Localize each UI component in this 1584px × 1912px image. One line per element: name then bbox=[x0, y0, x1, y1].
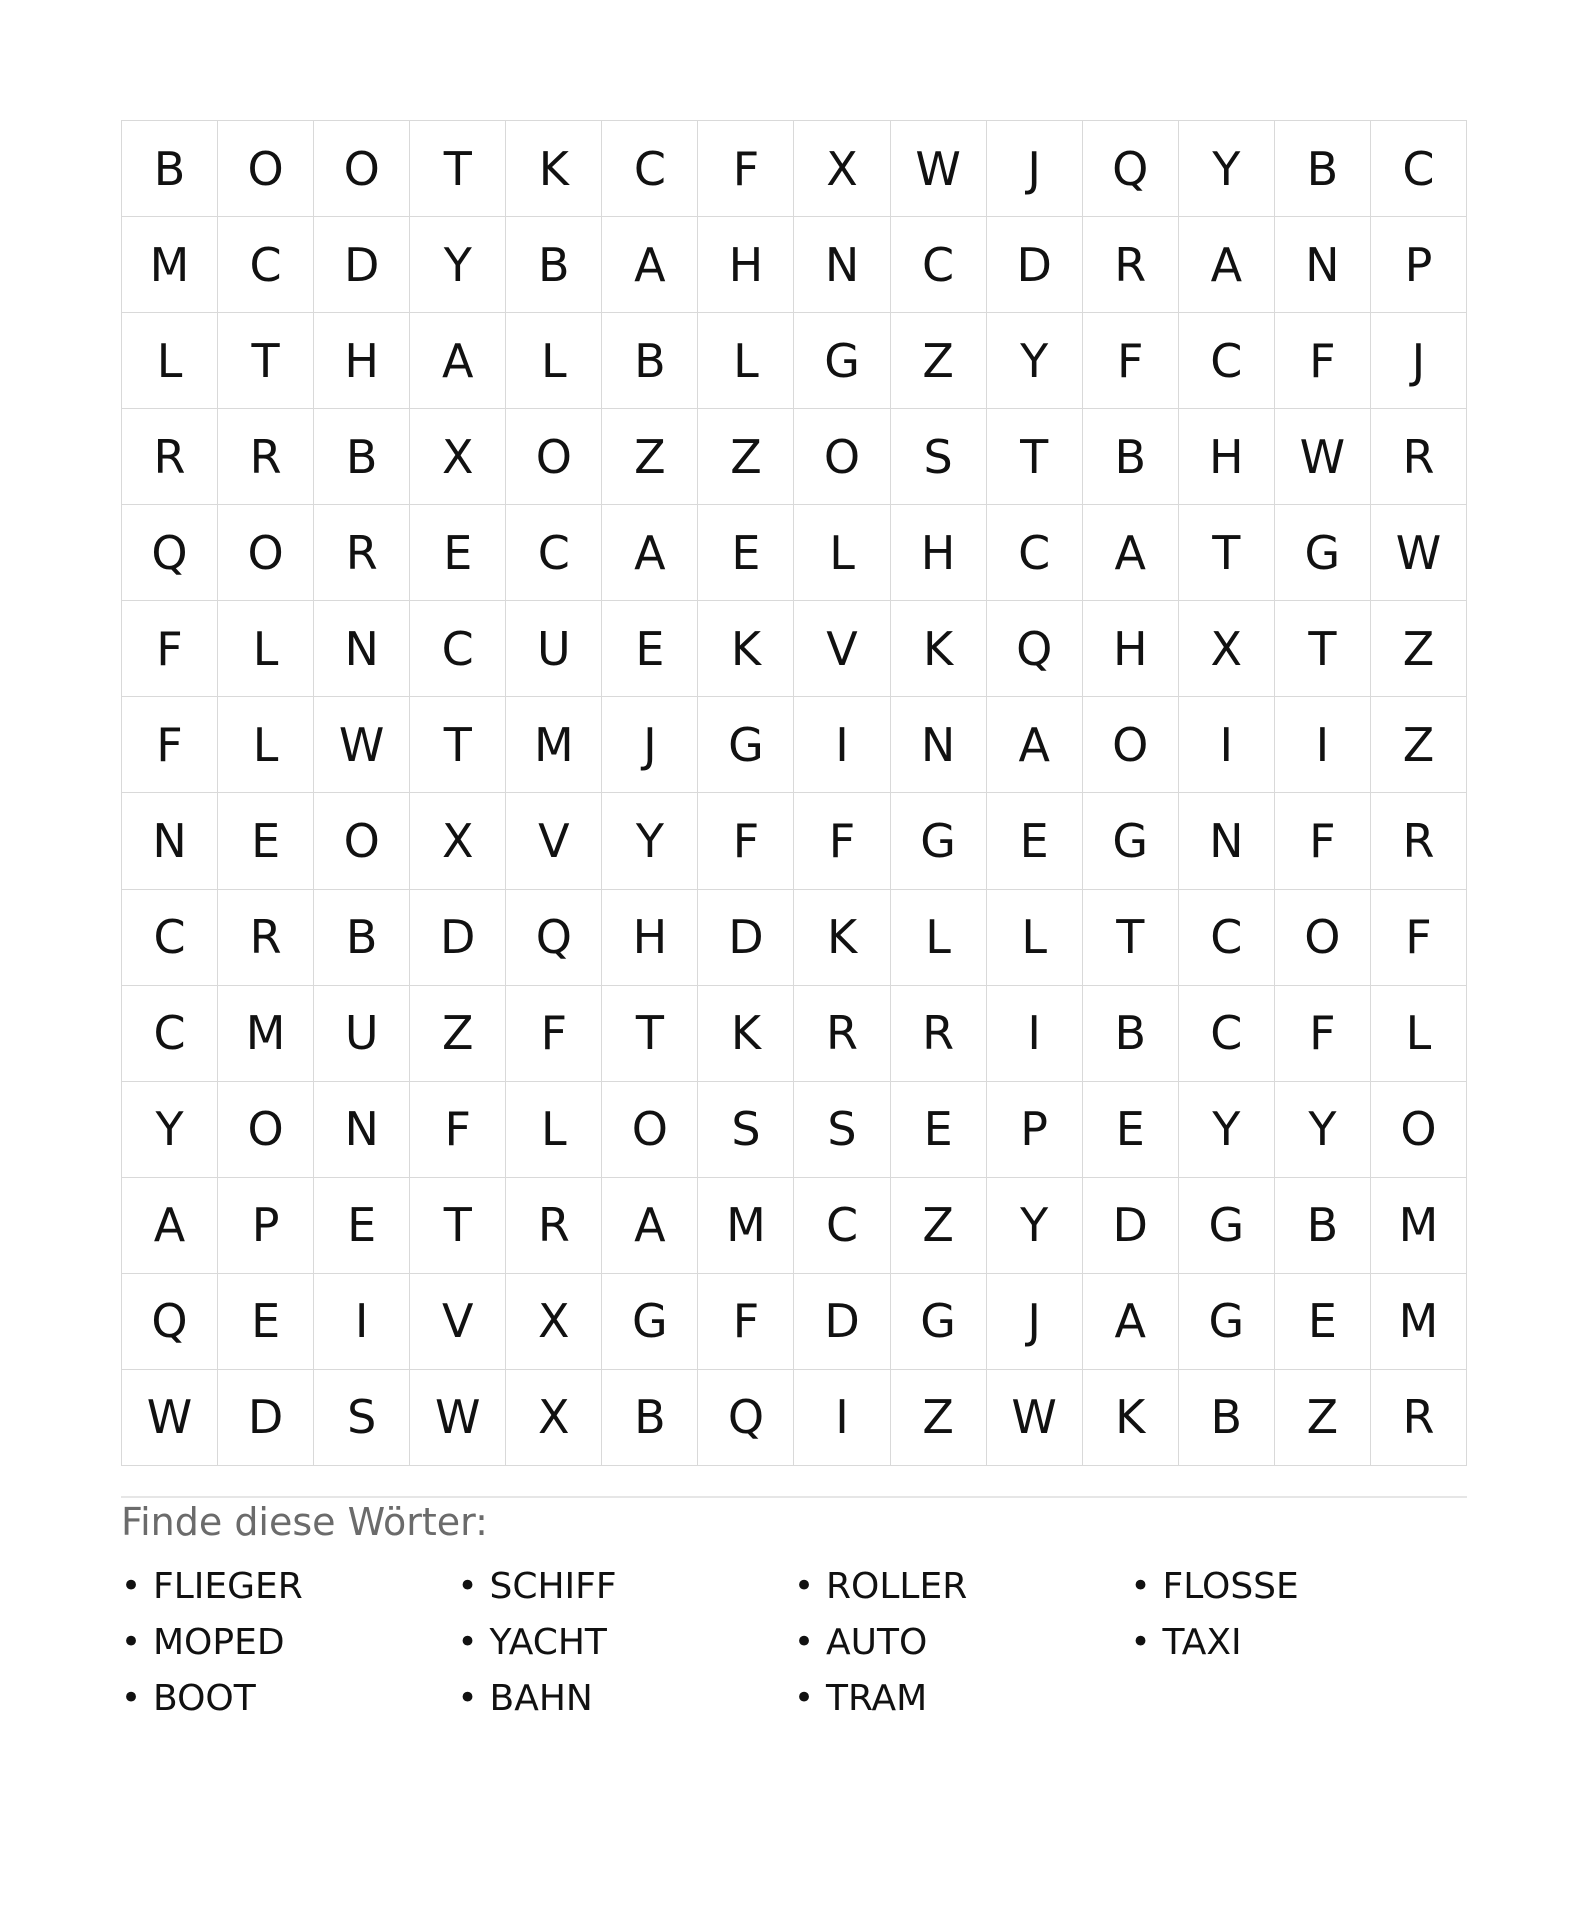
divider bbox=[121, 1496, 1467, 1498]
grid-cell[interactable]: C bbox=[122, 986, 218, 1082]
word-label: BOOT bbox=[153, 1677, 256, 1719]
grid-cell[interactable]: Q bbox=[122, 1274, 218, 1370]
grid-cell[interactable]: F bbox=[1275, 313, 1371, 409]
grid-cell[interactable]: R bbox=[122, 409, 218, 505]
word-list-item bbox=[458, 1670, 795, 1726]
bullet-icon: • bbox=[457, 1622, 478, 1662]
grid-cell[interactable]: F bbox=[698, 121, 794, 217]
grid-cell[interactable]: G bbox=[698, 697, 794, 793]
grid-cell[interactable]: O bbox=[1371, 1082, 1467, 1178]
grid-cell[interactable]: D bbox=[698, 890, 794, 986]
grid-cell[interactable]: P bbox=[987, 1082, 1083, 1178]
word-list-item bbox=[794, 1558, 1131, 1614]
grid-cell[interactable]: R bbox=[1371, 1370, 1467, 1466]
word-list-item bbox=[121, 1670, 458, 1726]
grid-cell[interactable]: J bbox=[602, 697, 698, 793]
grid-cell[interactable]: C bbox=[794, 1178, 890, 1274]
grid-cell[interactable]: D bbox=[314, 217, 410, 313]
bullet-icon: • bbox=[1130, 1622, 1151, 1662]
grid-cell[interactable]: M bbox=[506, 697, 602, 793]
grid-cell[interactable]: T bbox=[410, 121, 506, 217]
grid-cell[interactable]: N bbox=[1275, 217, 1371, 313]
word-list-item bbox=[794, 1614, 1131, 1670]
grid-cell[interactable]: M bbox=[1371, 1178, 1467, 1274]
grid-cell[interactable]: E bbox=[410, 505, 506, 601]
grid-cell[interactable]: A bbox=[602, 505, 698, 601]
grid-cell[interactable]: N bbox=[314, 601, 410, 697]
word-list-heading: Finde diese Wörter: bbox=[121, 1500, 488, 1544]
grid-cell[interactable]: J bbox=[987, 1274, 1083, 1370]
grid-cell[interactable]: G bbox=[1275, 505, 1371, 601]
grid-cell[interactable]: B bbox=[602, 313, 698, 409]
grid-cell[interactable]: N bbox=[314, 1082, 410, 1178]
grid-cell[interactable]: F bbox=[506, 986, 602, 1082]
grid-cell[interactable]: D bbox=[218, 1370, 314, 1466]
grid-cell[interactable]: S bbox=[698, 1082, 794, 1178]
grid-cell[interactable]: S bbox=[314, 1370, 410, 1466]
grid-cell[interactable]: C bbox=[1371, 121, 1467, 217]
grid-cell[interactable]: Z bbox=[891, 1370, 987, 1466]
grid-cell[interactable]: H bbox=[891, 505, 987, 601]
grid-cell[interactable]: Q bbox=[122, 505, 218, 601]
grid-cell[interactable]: F bbox=[1371, 890, 1467, 986]
grid-cell[interactable]: B bbox=[1179, 1370, 1275, 1466]
grid-cell[interactable]: R bbox=[891, 986, 987, 1082]
grid-cell[interactable]: H bbox=[698, 217, 794, 313]
grid-cell[interactable]: W bbox=[1371, 505, 1467, 601]
grid-cell[interactable]: Y bbox=[1179, 1082, 1275, 1178]
grid-cell[interactable]: D bbox=[1083, 1178, 1179, 1274]
word-label: FLOSSE bbox=[1162, 1565, 1299, 1607]
grid-cell[interactable]: R bbox=[794, 986, 890, 1082]
grid-cell[interactable]: V bbox=[410, 1274, 506, 1370]
grid-cell[interactable]: C bbox=[1179, 313, 1275, 409]
letter-grid bbox=[121, 120, 1467, 1466]
bullet-icon: • bbox=[457, 1566, 478, 1606]
bullet-icon: • bbox=[121, 1622, 142, 1662]
word-label: ROLLER bbox=[826, 1565, 968, 1607]
grid-cell[interactable]: X bbox=[410, 409, 506, 505]
grid-cell[interactable]: A bbox=[1179, 217, 1275, 313]
grid-cell[interactable]: F bbox=[122, 697, 218, 793]
grid-cell[interactable]: B bbox=[506, 217, 602, 313]
grid-cell[interactable]: Y bbox=[987, 313, 1083, 409]
grid-cell[interactable]: B bbox=[602, 1370, 698, 1466]
bullet-icon: • bbox=[121, 1678, 142, 1718]
word-list-item bbox=[794, 1670, 1131, 1726]
grid-cell[interactable]: N bbox=[891, 697, 987, 793]
grid-cell[interactable]: U bbox=[314, 986, 410, 1082]
grid-cell[interactable]: T bbox=[410, 697, 506, 793]
grid-cell[interactable]: P bbox=[218, 1178, 314, 1274]
word-label: FLIEGER bbox=[153, 1565, 303, 1607]
grid-cell[interactable]: D bbox=[794, 1274, 890, 1370]
grid-cell[interactable]: E bbox=[1275, 1274, 1371, 1370]
grid-cell[interactable]: H bbox=[602, 890, 698, 986]
grid-cell[interactable]: Z bbox=[1275, 1370, 1371, 1466]
word-list-item bbox=[1131, 1614, 1468, 1670]
grid-cell[interactable]: G bbox=[1083, 793, 1179, 889]
bullet-icon: • bbox=[457, 1678, 478, 1718]
grid-cell[interactable]: X bbox=[506, 1370, 602, 1466]
grid-cell[interactable]: S bbox=[891, 409, 987, 505]
grid-cell[interactable]: O bbox=[218, 121, 314, 217]
grid-cell[interactable]: C bbox=[218, 217, 314, 313]
grid-cell[interactable]: L bbox=[506, 313, 602, 409]
grid-cell[interactable]: A bbox=[1083, 505, 1179, 601]
grid-cell[interactable]: L bbox=[506, 1082, 602, 1178]
word-label: MOPED bbox=[153, 1621, 285, 1663]
grid-cell[interactable]: I bbox=[1179, 697, 1275, 793]
bullet-icon: • bbox=[794, 1622, 815, 1662]
grid-cell[interactable]: E bbox=[314, 1178, 410, 1274]
grid-cell[interactable]: L bbox=[218, 697, 314, 793]
grid-cell[interactable]: E bbox=[1083, 1082, 1179, 1178]
grid-cell[interactable]: H bbox=[1083, 601, 1179, 697]
grid-cell[interactable]: B bbox=[1083, 986, 1179, 1082]
word-list bbox=[121, 1558, 1467, 1726]
grid-cell[interactable]: C bbox=[1179, 986, 1275, 1082]
grid-cell[interactable]: M bbox=[122, 217, 218, 313]
grid-cell[interactable]: N bbox=[122, 793, 218, 889]
grid-cell[interactable]: Q bbox=[987, 601, 1083, 697]
grid-cell[interactable]: L bbox=[122, 313, 218, 409]
grid-cell[interactable]: Y bbox=[410, 217, 506, 313]
grid-cell[interactable]: O bbox=[1083, 697, 1179, 793]
grid-cell[interactable]: B bbox=[1083, 409, 1179, 505]
grid-cell[interactable]: G bbox=[794, 313, 890, 409]
grid-cell[interactable]: O bbox=[1275, 890, 1371, 986]
grid-cell[interactable]: K bbox=[891, 601, 987, 697]
grid-cell[interactable]: M bbox=[1371, 1274, 1467, 1370]
grid-cell[interactable]: L bbox=[794, 505, 890, 601]
grid-cell[interactable]: X bbox=[410, 793, 506, 889]
grid-cell[interactable]: K bbox=[698, 601, 794, 697]
grid-cell[interactable]: I bbox=[987, 986, 1083, 1082]
grid-cell[interactable]: E bbox=[218, 1274, 314, 1370]
grid-cell[interactable]: E bbox=[218, 793, 314, 889]
grid-cell[interactable]: A bbox=[987, 697, 1083, 793]
grid-cell[interactable]: F bbox=[1275, 793, 1371, 889]
grid-cell[interactable]: F bbox=[794, 793, 890, 889]
grid-cell[interactable]: Y bbox=[987, 1178, 1083, 1274]
word-label: TRAM bbox=[826, 1677, 928, 1719]
grid-cell[interactable]: B bbox=[1275, 1178, 1371, 1274]
grid-cell[interactable]: K bbox=[794, 890, 890, 986]
grid-cell[interactable]: Z bbox=[602, 409, 698, 505]
grid-cell[interactable]: R bbox=[218, 409, 314, 505]
grid-cell[interactable]: Z bbox=[891, 1178, 987, 1274]
word-label: SCHIFF bbox=[489, 1565, 617, 1607]
grid-cell[interactable]: G bbox=[891, 1274, 987, 1370]
word-list-item bbox=[1131, 1558, 1468, 1614]
grid-cell[interactable]: E bbox=[602, 601, 698, 697]
grid-cell[interactable]: G bbox=[602, 1274, 698, 1370]
grid-cell[interactable]: H bbox=[1179, 409, 1275, 505]
grid-cell[interactable]: F bbox=[122, 601, 218, 697]
word-list-item bbox=[121, 1614, 458, 1670]
grid-cell[interactable]: R bbox=[1371, 793, 1467, 889]
grid-cell[interactable]: R bbox=[314, 505, 410, 601]
grid-cell[interactable]: Z bbox=[410, 986, 506, 1082]
word-list-item bbox=[458, 1614, 795, 1670]
grid-cell[interactable]: J bbox=[1371, 313, 1467, 409]
grid-cell[interactable]: X bbox=[506, 1274, 602, 1370]
grid-cell[interactable]: B bbox=[122, 121, 218, 217]
grid-cell[interactable]: C bbox=[122, 890, 218, 986]
word-label: YACHT bbox=[489, 1621, 607, 1663]
grid-cell[interactable]: F bbox=[410, 1082, 506, 1178]
grid-cell[interactable]: L bbox=[218, 601, 314, 697]
grid-cell[interactable]: S bbox=[794, 1082, 890, 1178]
grid-cell[interactable]: G bbox=[891, 793, 987, 889]
grid-cell[interactable]: Y bbox=[1179, 121, 1275, 217]
grid-cell[interactable]: O bbox=[506, 409, 602, 505]
grid-cell[interactable]: F bbox=[698, 1274, 794, 1370]
grid-cell[interactable]: D bbox=[987, 217, 1083, 313]
bullet-icon: • bbox=[794, 1566, 815, 1606]
grid-cell[interactable]: O bbox=[218, 1082, 314, 1178]
grid-cell[interactable]: F bbox=[698, 793, 794, 889]
grid-cell[interactable]: Z bbox=[698, 409, 794, 505]
grid-cell[interactable]: W bbox=[410, 1370, 506, 1466]
grid-cell[interactable]: Z bbox=[1371, 601, 1467, 697]
word-label: AUTO bbox=[826, 1621, 928, 1663]
grid-cell[interactable]: Y bbox=[122, 1082, 218, 1178]
grid-cell[interactable]: O bbox=[218, 505, 314, 601]
grid-cell[interactable]: W bbox=[987, 1370, 1083, 1466]
word-label: TAXI bbox=[1162, 1621, 1242, 1663]
grid-cell[interactable]: O bbox=[314, 121, 410, 217]
grid-cell[interactable]: C bbox=[410, 601, 506, 697]
grid-cell[interactable]: F bbox=[1083, 313, 1179, 409]
grid-cell[interactable]: Z bbox=[1371, 697, 1467, 793]
grid-cell[interactable]: N bbox=[1179, 793, 1275, 889]
grid-cell[interactable]: B bbox=[314, 409, 410, 505]
grid-cell[interactable]: E bbox=[987, 793, 1083, 889]
grid-cell[interactable]: W bbox=[1275, 409, 1371, 505]
grid-cell[interactable]: C bbox=[602, 121, 698, 217]
grid-cell[interactable]: C bbox=[987, 505, 1083, 601]
grid-cell[interactable]: E bbox=[891, 1082, 987, 1178]
grid-cell[interactable]: Q bbox=[506, 890, 602, 986]
grid-cell[interactable]: A bbox=[1083, 1274, 1179, 1370]
grid-cell[interactable]: T bbox=[218, 313, 314, 409]
grid-cell[interactable]: Y bbox=[602, 793, 698, 889]
grid-cell[interactable]: K bbox=[506, 121, 602, 217]
grid-cell[interactable]: O bbox=[314, 793, 410, 889]
grid-cell[interactable]: R bbox=[218, 890, 314, 986]
grid-cell[interactable]: I bbox=[314, 1274, 410, 1370]
grid-cell[interactable]: P bbox=[1371, 217, 1467, 313]
grid-cell[interactable]: T bbox=[602, 986, 698, 1082]
grid-cell[interactable]: C bbox=[891, 217, 987, 313]
grid-cell[interactable]: B bbox=[314, 890, 410, 986]
bullet-icon: • bbox=[1130, 1566, 1151, 1606]
grid-cell[interactable]: G bbox=[1179, 1178, 1275, 1274]
grid-cell[interactable]: O bbox=[794, 409, 890, 505]
bullet-icon: • bbox=[121, 1566, 142, 1606]
grid-cell[interactable]: T bbox=[1083, 890, 1179, 986]
word-label: BAHN bbox=[489, 1677, 593, 1719]
grid-cell[interactable]: W bbox=[891, 121, 987, 217]
grid-cell[interactable]: R bbox=[1083, 217, 1179, 313]
grid-cell[interactable]: W bbox=[314, 697, 410, 793]
grid-cell[interactable]: H bbox=[314, 313, 410, 409]
grid-cell[interactable]: T bbox=[1275, 601, 1371, 697]
grid-cell[interactable]: L bbox=[1371, 986, 1467, 1082]
grid-cell[interactable]: C bbox=[506, 505, 602, 601]
grid-cell[interactable]: A bbox=[410, 313, 506, 409]
grid-cell[interactable]: L bbox=[987, 890, 1083, 986]
grid-cell[interactable]: C bbox=[1179, 890, 1275, 986]
grid-cell[interactable]: E bbox=[698, 505, 794, 601]
grid-cell[interactable]: X bbox=[794, 121, 890, 217]
grid-cell[interactable]: J bbox=[987, 121, 1083, 217]
grid-cell[interactable]: T bbox=[410, 1178, 506, 1274]
grid-cell[interactable]: K bbox=[698, 986, 794, 1082]
grid-cell[interactable]: N bbox=[794, 217, 890, 313]
grid-cell[interactable]: F bbox=[1275, 986, 1371, 1082]
grid-cell[interactable]: G bbox=[1179, 1274, 1275, 1370]
grid-cell[interactable]: B bbox=[1275, 121, 1371, 217]
grid-cell[interactable]: V bbox=[794, 601, 890, 697]
grid-cell[interactable]: M bbox=[698, 1178, 794, 1274]
grid-cell[interactable]: Q bbox=[698, 1370, 794, 1466]
grid-cell[interactable]: M bbox=[218, 986, 314, 1082]
grid-cell[interactable]: L bbox=[891, 890, 987, 986]
grid-cell[interactable]: R bbox=[1371, 409, 1467, 505]
word-list-item bbox=[458, 1558, 795, 1614]
grid-cell[interactable]: I bbox=[794, 1370, 890, 1466]
bullet-icon: • bbox=[794, 1678, 815, 1718]
grid-cell[interactable]: L bbox=[698, 313, 794, 409]
grid-cell[interactable]: Y bbox=[1275, 1082, 1371, 1178]
grid-cell[interactable]: I bbox=[1275, 697, 1371, 793]
grid-cell[interactable]: T bbox=[1179, 505, 1275, 601]
word-list-item bbox=[121, 1558, 458, 1614]
grid-cell[interactable]: A bbox=[602, 1178, 698, 1274]
grid-cell[interactable]: W bbox=[122, 1370, 218, 1466]
grid-cell[interactable]: U bbox=[506, 601, 602, 697]
grid-cell[interactable]: Q bbox=[1083, 121, 1179, 217]
grid-cell[interactable]: V bbox=[506, 793, 602, 889]
grid-cell[interactable]: O bbox=[602, 1082, 698, 1178]
grid-cell[interactable]: D bbox=[410, 890, 506, 986]
grid-cell[interactable]: Z bbox=[891, 313, 987, 409]
grid-cell[interactable]: K bbox=[1083, 1370, 1179, 1466]
grid-cell[interactable]: X bbox=[1179, 601, 1275, 697]
grid-cell[interactable]: T bbox=[987, 409, 1083, 505]
grid-cell[interactable]: I bbox=[794, 697, 890, 793]
grid-cell[interactable]: R bbox=[506, 1178, 602, 1274]
grid-cell[interactable]: A bbox=[602, 217, 698, 313]
grid-cell[interactable]: A bbox=[122, 1178, 218, 1274]
